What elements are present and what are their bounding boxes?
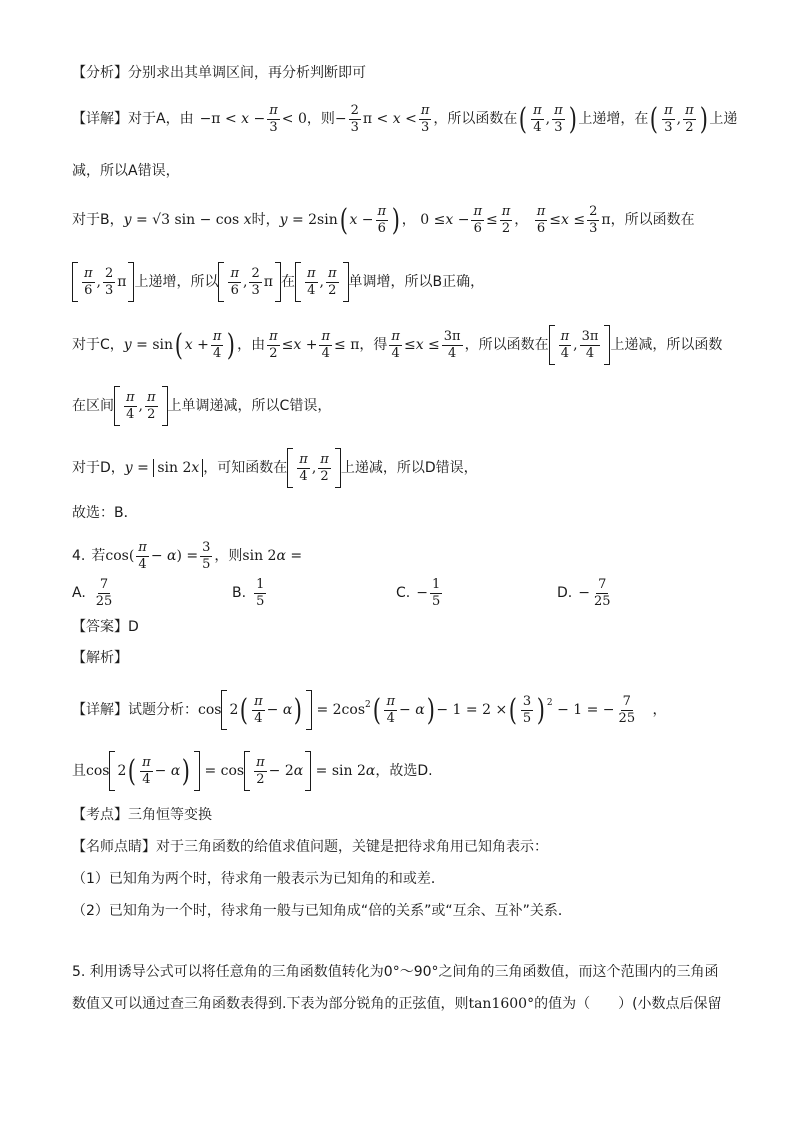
tip-text: 对于三角函数的给值求值问题，关键是把待求角用已知角表示： — [156, 839, 548, 855]
option-label: D. — [557, 585, 573, 602]
option-sign: − — [578, 585, 590, 602]
detail-a-line: 【详解】 对于A，由 −π < x − $\frac{\pi}{3}$ < 0 ，则 − $\frac{2}{3}$ π < x < $\frac{\pi}{3}$ ，所以函数在 ( $\frac{\pi}{4}$ , $\frac{\pi}{3}$ ) 上递增，在 ( $\frac{\pi}{3}$ , $\frac{\pi}{2}$ ) 上递 — [72, 101, 738, 137]
q4-answer-line — [72, 620, 139, 634]
q5-text-2b: tan1600° — [468, 996, 535, 1012]
option-numerator: 1 — [431, 577, 441, 592]
detail-a-text-3: ，所以函数在 — [433, 111, 518, 128]
detail-c-text-1: 对于C， — [72, 337, 124, 353]
option-sign: − — [416, 585, 428, 602]
option-denominator: 25 — [593, 593, 611, 609]
detail-b-text-2: 时， — [251, 212, 280, 229]
analysis-tag: 【分析】 — [72, 65, 128, 81]
q4-jiexi-line — [72, 651, 128, 665]
tip-tag: 【名师点睛】 — [72, 839, 156, 855]
option-denominator: 5 — [431, 593, 441, 609]
detail-b-text-4: 上递增，所以 — [134, 274, 219, 290]
detail-b-text-5: 在 — [280, 274, 295, 290]
q4-detail-line: 【详解】 试题分析： cos 2 ( $\frac{\pi}{4}$ − α ) = $2\cos^2$ ( $\frac{\pi}{4}$ − α ) − 1 = 2 × ( $\frac{3}{5}$ ) 2 − 1 = − $\frac{7}{25}$ ， — [72, 690, 666, 730]
detail-c-line: 对于C， y = sin ( x + $\frac{\pi}{4}$ ) ，由 $\frac{\pi}{2}$ ≤ x + $\frac{\pi}{4}$ ≤ π ，得 $\frac{\pi}{4}$ ≤ x ≤ $\frac{3\pi}{4}$ ，所以函数在 $\frac{\pi}{4}$ , $\frac{3\pi}{4}$ 上递减，所以函数 — [72, 325, 722, 365]
detail-c-text-6: 在区间 — [72, 398, 114, 414]
formula-fraction: $\frac{2}{3}$ — [350, 103, 359, 135]
detail-b-line: 对于B， y = √3 sin − cos x 时， y = 2sin ( x − $\frac{\pi}{6}$ ) ， 0 ≤ x − $\frac{\pi}{6}$ ≤ $\frac{\pi}{2}$ ， $\frac{\pi}{6}$ ≤ x ≤ $\frac{2}{3}$ π ，所以函数在 — [72, 202, 695, 238]
option-numerator: 1 — [256, 577, 265, 592]
q4-stem-text-1: 若 — [91, 548, 106, 565]
detail-c-text-4: ，所以函数在 — [464, 337, 549, 353]
detail-b-text-3: ，所以函数在 — [610, 212, 695, 229]
detail-b-line-2: $\frac{\pi}{6}$ , $\frac{2}{3}$ π 上递增，所以 $\frac{\pi}{6}$ , $\frac{2}{3}$ π 在 $\frac{\pi}{4}$ , $\frac{\pi}{2}$ 单调增，所以B正确， — [72, 262, 484, 302]
q4-detail-lead: 试题分析： — [128, 702, 198, 718]
option-label: B. — [232, 585, 247, 602]
detail-a-text-6: 减，所以A错误， — [72, 163, 180, 179]
analysis-line — [72, 66, 366, 80]
q4-stem-text-2: ，则 — [214, 548, 243, 565]
q4-detail-line-2: 且 cos 2 ( $\frac{\pi}{4}$ − α ) = cos $\frac{\pi}{2}$ − 2 α = sin 2 α ，故选D. — [72, 751, 433, 791]
detail-a-text-2: ，则 — [306, 111, 335, 128]
detail-choice-line — [72, 506, 138, 520]
jiexi-tag: 【解析】 — [72, 650, 128, 666]
kaodian-tag: 【考点】 — [72, 807, 128, 823]
detail-b-text-1: 对于B， — [72, 212, 124, 229]
tip-item-2: （2）已知角为一个时，待求角一般与已知角成“倍的关系”或“互余、互补”关系． — [72, 903, 572, 919]
formula-fraction: $\frac{\pi}{3}$ — [269, 103, 278, 135]
option-label: A. — [72, 585, 86, 602]
option-numerator: 7 — [598, 577, 607, 592]
detail-c-text-3: ，得 — [359, 337, 388, 353]
tip-item-1: （1）已知角为两个时，待求角一般表示为已知角的和或差． — [72, 871, 445, 887]
option-numerator: 7 — [99, 577, 109, 592]
answer-value: D — [128, 619, 139, 635]
q4-number: 4. — [72, 548, 86, 565]
detail-c-text-7: 上单调递减，所以C错误， — [167, 398, 332, 414]
detail-d-text-2: ，可知函数在 — [203, 460, 288, 476]
detail-choice: 故选：B． — [72, 505, 138, 521]
detail-tag: 【详解】 — [72, 111, 128, 128]
analysis-text: 分别求出其单调区间，再分析判断即可 — [128, 65, 366, 81]
q4-detail-tag: 【详解】 — [72, 702, 128, 718]
q4-tip-line — [72, 840, 548, 854]
option-denominator: 5 — [256, 593, 265, 609]
answer-tag: 【答案】 — [72, 619, 128, 635]
q4-tip-1 — [72, 872, 445, 886]
q4-option-a[interactable] — [72, 578, 116, 608]
q5-text-1: 5. 利用诱导公式可以将任意角的三角函数值转化为0°～90°之间角的三角函数值，而这个范围内的三角函 — [72, 964, 719, 980]
detail-a-text-1: 对于A，由 — [128, 111, 194, 128]
detail-c-line-2: 在区间 $\frac{\pi}{4}$ , $\frac{\pi}{2}$ 上单调递减，所以C错误， — [72, 386, 331, 426]
kaodian-text: 三角恒等变换 — [128, 807, 212, 823]
q4-tip-2 — [72, 904, 572, 918]
detail-c-text-2: ，由 — [237, 337, 266, 353]
detail-a-line-2 — [72, 164, 180, 178]
q5-line-1 — [72, 965, 719, 979]
detail-b-text-6: 单调增，所以B正确， — [348, 274, 485, 290]
detail-a-text-4: 上递增，在 — [578, 111, 649, 128]
formula-fraction: $\frac{\pi}{3}$ — [420, 103, 430, 135]
option-label: C. — [396, 585, 411, 602]
q4-line2-lead: 且 — [72, 763, 86, 779]
q4-line2-end: ，故选D. — [375, 763, 433, 779]
detail-d-line: 对于D， y = sin 2x ，可知函数在 $\frac{\pi}{4}$ , $\frac{\pi}{2}$ 上递减，所以D错误， — [72, 448, 478, 488]
detail-d-text-1: 对于D， — [72, 460, 125, 476]
q4-option-d[interactable] — [557, 578, 615, 608]
q4-stem: 4. 若 cos( $\frac{\pi}{4}$ − α ) = $\frac{3}{5}$ ，则 sin 2 α = — [72, 540, 303, 572]
option-denominator: 25 — [95, 593, 113, 609]
q5-text-2a: 数值又可以通过查三角函数表得到.下表为部分锐角的正弦值，则 — [72, 996, 469, 1012]
detail-c-text-5: 上递减，所以函数 — [610, 337, 723, 353]
q4-option-b[interactable] — [232, 578, 268, 608]
detail-d-text-3: 上递减，所以D错误， — [340, 460, 478, 476]
q4-kaodian-line — [72, 808, 212, 822]
q4-option-c[interactable] — [396, 578, 444, 608]
q5-line-2 — [72, 997, 722, 1011]
detail-a-text-5: 上递 — [709, 111, 738, 128]
q5-text-2c: 的值为（ ）(小数点后保留 — [534, 996, 722, 1012]
